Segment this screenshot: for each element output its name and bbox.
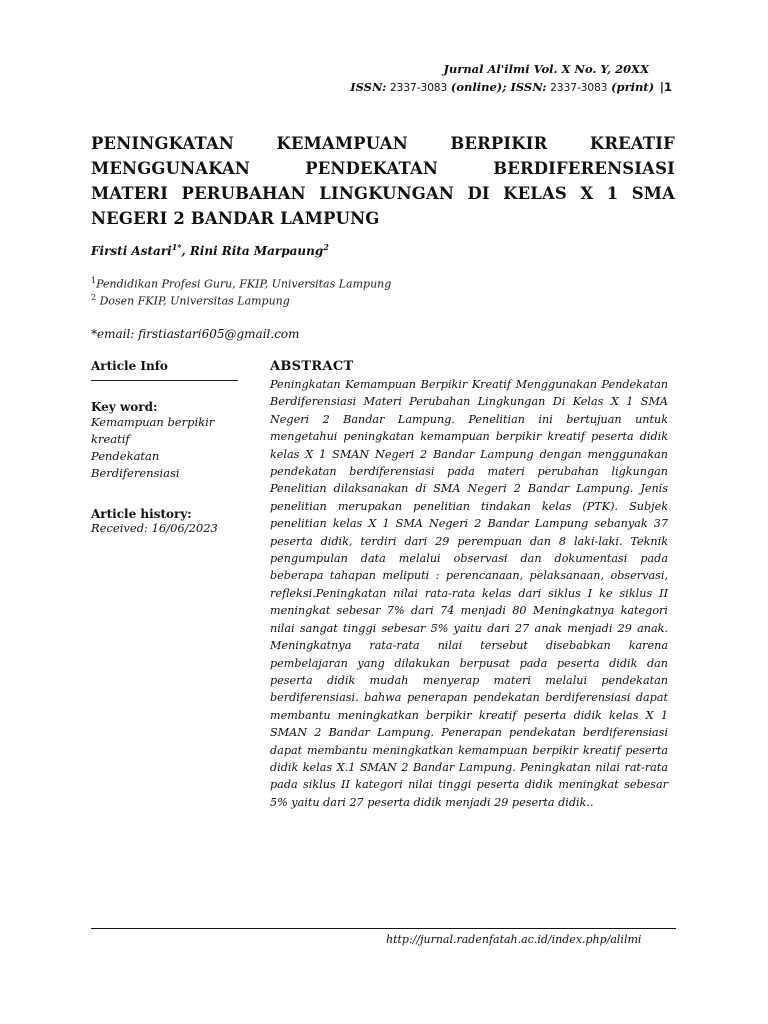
author-name: Firsti Astari — [91, 244, 172, 258]
abstract-body: Peningkatan Kemampuan Berpikir Kreatif Menggunakan Pendekatan Berdiferensiasi Materi Perubahan Lingkungan Di Kelas X 1 SMA Negeri 2 Bandar Lampung. Penelitian ini bertujuan untuk mengetahui peningkatan kemampuan berpikir kreatif peserta didik kelas X 1 SMAN Negeri 2 Bandar Lampung dengan menggunakan pendekatan berdiferensiasi pada materi perubahan ligkungan Penelitian dilaksanakan di SMA Negeri 2 Bandar Lampung. Jenis penelitian merupakan penelitian tindakan kelas (PTK). Subjek penelitian kelas X 1 SMA Negeri 2 Bandar Lampung sebanyak 37 peserta didik, terdiri dari 29 perempuan dan 8 laki-laki. Teknik pengumpulan data melalui observasi dan dokumentasi pada beberapa tahapan meliputi : perencanaan, pelaksanaan, observasi, refleksi.Peningkatan nilai rata-rata kelas dari siklus I ke siklus II meningkat sebesar 7% dari 74 menjadi 80 Meningkatnya kategori nilai sangat tinggi sebesar 5% yaitu dari 27 anak menjadi 29 anak. Meningkatnya rata-rata nilai tersebut disebabkan karena pembelajaran yang dilakukan berpusat pada peserta didik dan peserta didik mudah menyerap materi melalui pendekatan berdiferensiasi. bahwa penerapan pendekatan berdiferensiasi dapat membantu meningkatkan berpikir kreatif peserta didik kelas X 1 SMAN 2 Bandar Lampung. Penerapan pendekatan berdiferensiasi dapat membantu meningkatkan kemampuan berpikir kreatif peserta didik kelas X.1 SMAN 2 Bandar Lampung. Peningkatan nilai rat-rata pada siklus II kategori nilai tinggi peserta didik meningkat sebesar 5% yaitu dari 27 peserta didik menjadi 29 peserta didik.. — [270, 378, 668, 809]
title-line: MENGGUNAKAN PENDEKATAN BERDIFERENSIASI — [91, 159, 675, 178]
article-history-heading: Article history: — [91, 507, 192, 521]
author-superscript: 2 — [323, 242, 329, 252]
received-date: Received: 16/06/2023 — [91, 521, 218, 535]
author-superscript: 1* — [171, 242, 182, 252]
issn-label: ISSN: — [350, 80, 387, 94]
keyword-heading: Key word: — [91, 400, 158, 414]
issn-print-number: 2337-3083 — [550, 82, 608, 94]
affiliation-2 — [91, 293, 290, 308]
keyword: kreatif — [91, 432, 130, 446]
affiliation-superscript: 2 — [91, 293, 97, 302]
keyword: Berdiferensiasi — [91, 466, 180, 480]
author-separator: , — [181, 244, 190, 258]
keyword: Pendekatan — [91, 449, 160, 463]
author-name: Rini Rita Marpaung — [189, 244, 324, 258]
journal-header — [350, 60, 672, 97]
journal-name: Jurnal Al'ilmi Vol. X No. Y, 20XX — [443, 62, 649, 76]
footer-url-link[interactable]: http://jurnal.radenfatah.ac.id/index.php/alilmi — [386, 933, 642, 946]
affiliation-1 — [91, 276, 391, 291]
affiliation-text: Dosen FKIP, Universitas Lampung — [96, 294, 290, 308]
footer-divider — [91, 928, 676, 929]
affiliation-superscript: 1 — [91, 276, 97, 285]
keyword: Kemampuan berpikir — [91, 415, 215, 429]
issn-online-number: 2337-3083 — [390, 82, 448, 94]
issn-online-suffix: (online); ISSN: — [450, 80, 547, 94]
affiliation-text: Pendidikan Profesi Guru, FKIP, Universitas Lampung — [96, 277, 392, 291]
article-info-heading: Article Info — [91, 359, 168, 373]
issn-line — [350, 78, 672, 97]
paper-title — [91, 131, 675, 231]
page-number: |1 — [659, 80, 672, 94]
issn-print-suffix: (print) — [611, 80, 655, 94]
title-line: MATERI PERUBAHAN LINGKUNGAN DI KELAS X 1 SMA — [91, 184, 675, 203]
article-info-column — [91, 359, 239, 535]
title-line: PENINGKATAN KEMAMPUAN BERPIKIR KREATIF — [91, 134, 675, 153]
title-line: NEGERI 2 BANDAR LAMPUNG — [91, 209, 380, 228]
abstract-section — [270, 359, 668, 811]
divider — [91, 380, 238, 381]
abstract-heading: ABSTRACT — [270, 359, 354, 374]
authors — [91, 242, 329, 258]
corresponding-email: *email: firstiastari605@gmail.com — [91, 327, 300, 341]
